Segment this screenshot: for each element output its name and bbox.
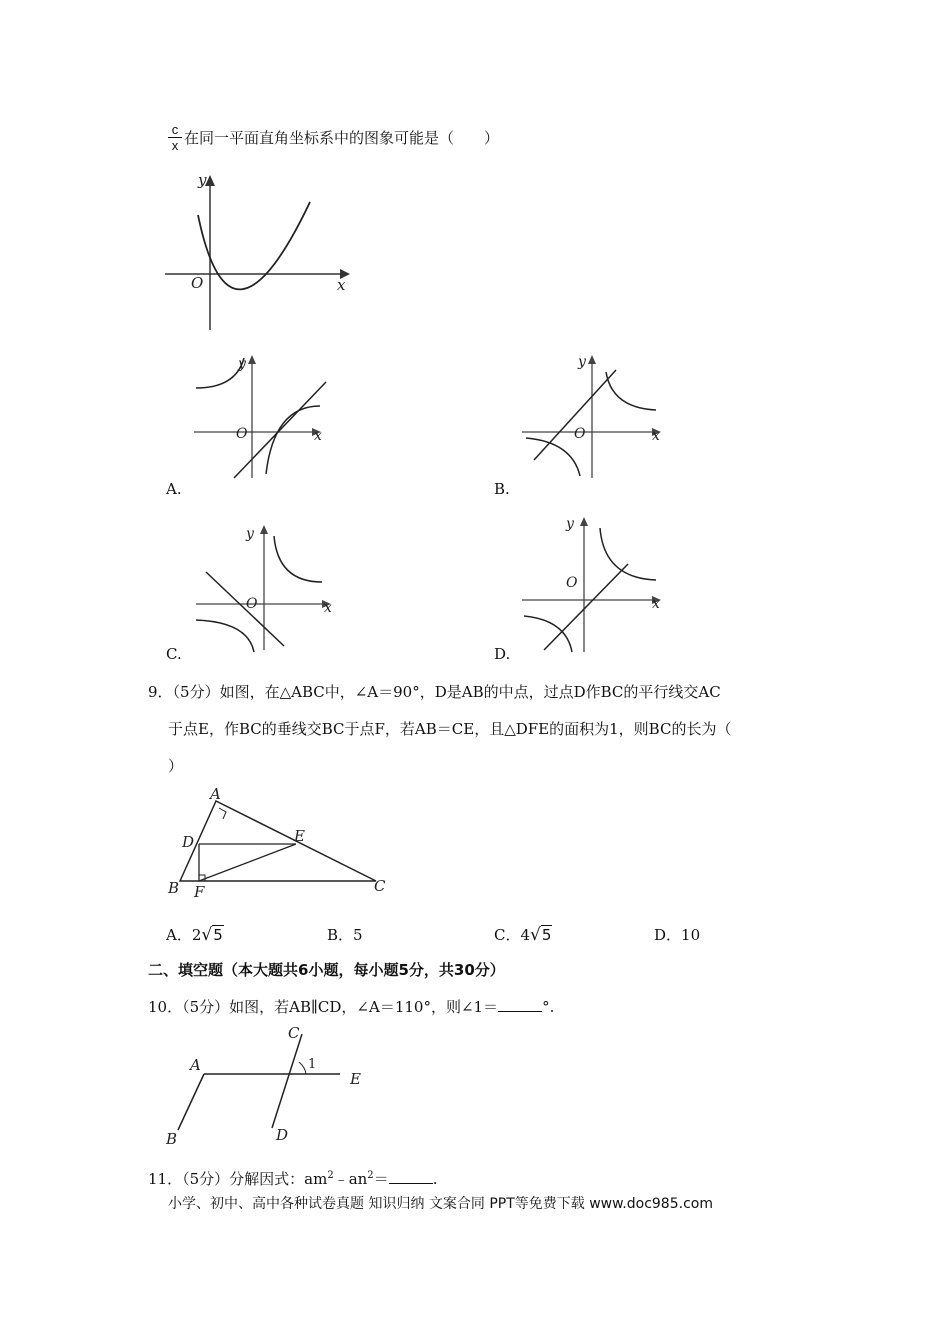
option-a-x-label: x bbox=[314, 428, 322, 444]
triangle-figure bbox=[160, 785, 400, 905]
origin-label: O bbox=[191, 274, 204, 292]
q9-line-3: ） bbox=[168, 757, 184, 775]
option-c-graph bbox=[192, 520, 337, 655]
q11-question bbox=[148, 1166, 437, 1189]
option-d-x-label: x bbox=[652, 596, 660, 612]
option-b-origin-label: O bbox=[574, 426, 586, 442]
option-d-y-label: y bbox=[566, 516, 574, 532]
sqrt-symbol: √5 bbox=[201, 925, 223, 945]
q9-option-a-label: A．2 bbox=[166, 926, 202, 944]
label-e: E bbox=[294, 827, 305, 845]
option-b-label: B. bbox=[494, 480, 510, 498]
q9-option-c-label: C．4 bbox=[494, 926, 531, 944]
option-b-x-label: x bbox=[652, 428, 660, 444]
q9-option-c bbox=[494, 925, 552, 945]
option-b-graph bbox=[520, 350, 665, 485]
option-a-origin-label: O bbox=[236, 426, 248, 442]
q9-option-b: B．5 bbox=[327, 926, 363, 944]
x-axis-label: x bbox=[337, 276, 346, 294]
q9-option-a bbox=[166, 925, 224, 945]
label-b: B bbox=[166, 1130, 178, 1148]
sqrt-symbol: √5 bbox=[530, 925, 552, 945]
option-a-y-label: y bbox=[238, 356, 246, 372]
label-f: F bbox=[194, 883, 205, 901]
option-d-label: D. bbox=[494, 645, 511, 663]
label-c: C bbox=[288, 1024, 300, 1042]
fraction-numerator: c bbox=[168, 122, 182, 138]
option-b-y-label: y bbox=[578, 354, 586, 370]
label-c: C bbox=[374, 877, 386, 895]
option-a-label: A. bbox=[166, 480, 182, 498]
q11-exponent-1: 2 bbox=[327, 1170, 334, 1181]
option-d-graph bbox=[520, 512, 665, 657]
q11-eq: ＝ bbox=[373, 1170, 389, 1188]
q8-question-text: 在同一平面直角坐标系中的图象可能是（ ） bbox=[184, 129, 500, 147]
option-a-graph bbox=[190, 350, 335, 485]
option-c-x-label: x bbox=[324, 600, 332, 616]
parabola-figure bbox=[160, 170, 360, 335]
label-e: E bbox=[350, 1070, 361, 1088]
label-a: A bbox=[210, 785, 221, 803]
label-a: A bbox=[190, 1056, 201, 1074]
option-d-origin-label: O bbox=[566, 575, 578, 591]
fraction-c-over-x bbox=[168, 122, 182, 153]
label-b: B bbox=[168, 879, 180, 897]
angle-1-label: 1 bbox=[308, 1057, 317, 1072]
q11-exponent-2: 2 bbox=[367, 1170, 374, 1181]
q11-prefix: 11．（5分）分解因式：am bbox=[148, 1170, 328, 1188]
answer-blank bbox=[389, 1169, 433, 1184]
fraction-denominator: x bbox=[171, 138, 179, 153]
section-title: 二、填空题（本大题共6小题，每小题5分，共30分） bbox=[148, 961, 505, 979]
label-d: D bbox=[182, 833, 195, 851]
y-axis-label: y bbox=[198, 171, 207, 189]
q10-question bbox=[148, 997, 554, 1017]
option-c-label: C. bbox=[166, 645, 182, 663]
q9-line-2: 于点E，作BC的垂线交BC于点F，若AB＝CE，且△DFE的面积为1，则BC的长为（ bbox=[168, 720, 732, 738]
option-c-origin-label: O bbox=[246, 596, 258, 612]
q10-prefix: 10．（5分）如图，若AB∥CD，∠A＝110°，则∠1＝ bbox=[148, 998, 499, 1016]
q11-suffix: . bbox=[432, 1170, 438, 1188]
q9-option-d: D．10 bbox=[654, 926, 701, 944]
answer-blank bbox=[498, 997, 542, 1012]
q9-line-1: 9．（5分）如图，在△ABC中，∠A＝90°，D是AB的中点，过点D作BC的平行线交AC bbox=[148, 683, 721, 701]
label-d: D bbox=[276, 1126, 289, 1144]
q10-suffix: °. bbox=[542, 998, 555, 1016]
option-c-y-label: y bbox=[246, 526, 254, 542]
q11-mid: ﹣an bbox=[333, 1170, 368, 1188]
footer-text: 小学、初中、高中各种试卷真题 知识归纳 文案合同 PPT等免费下载 www.doc985.com bbox=[168, 1196, 713, 1212]
parallel-lines-figure bbox=[160, 1022, 380, 1147]
